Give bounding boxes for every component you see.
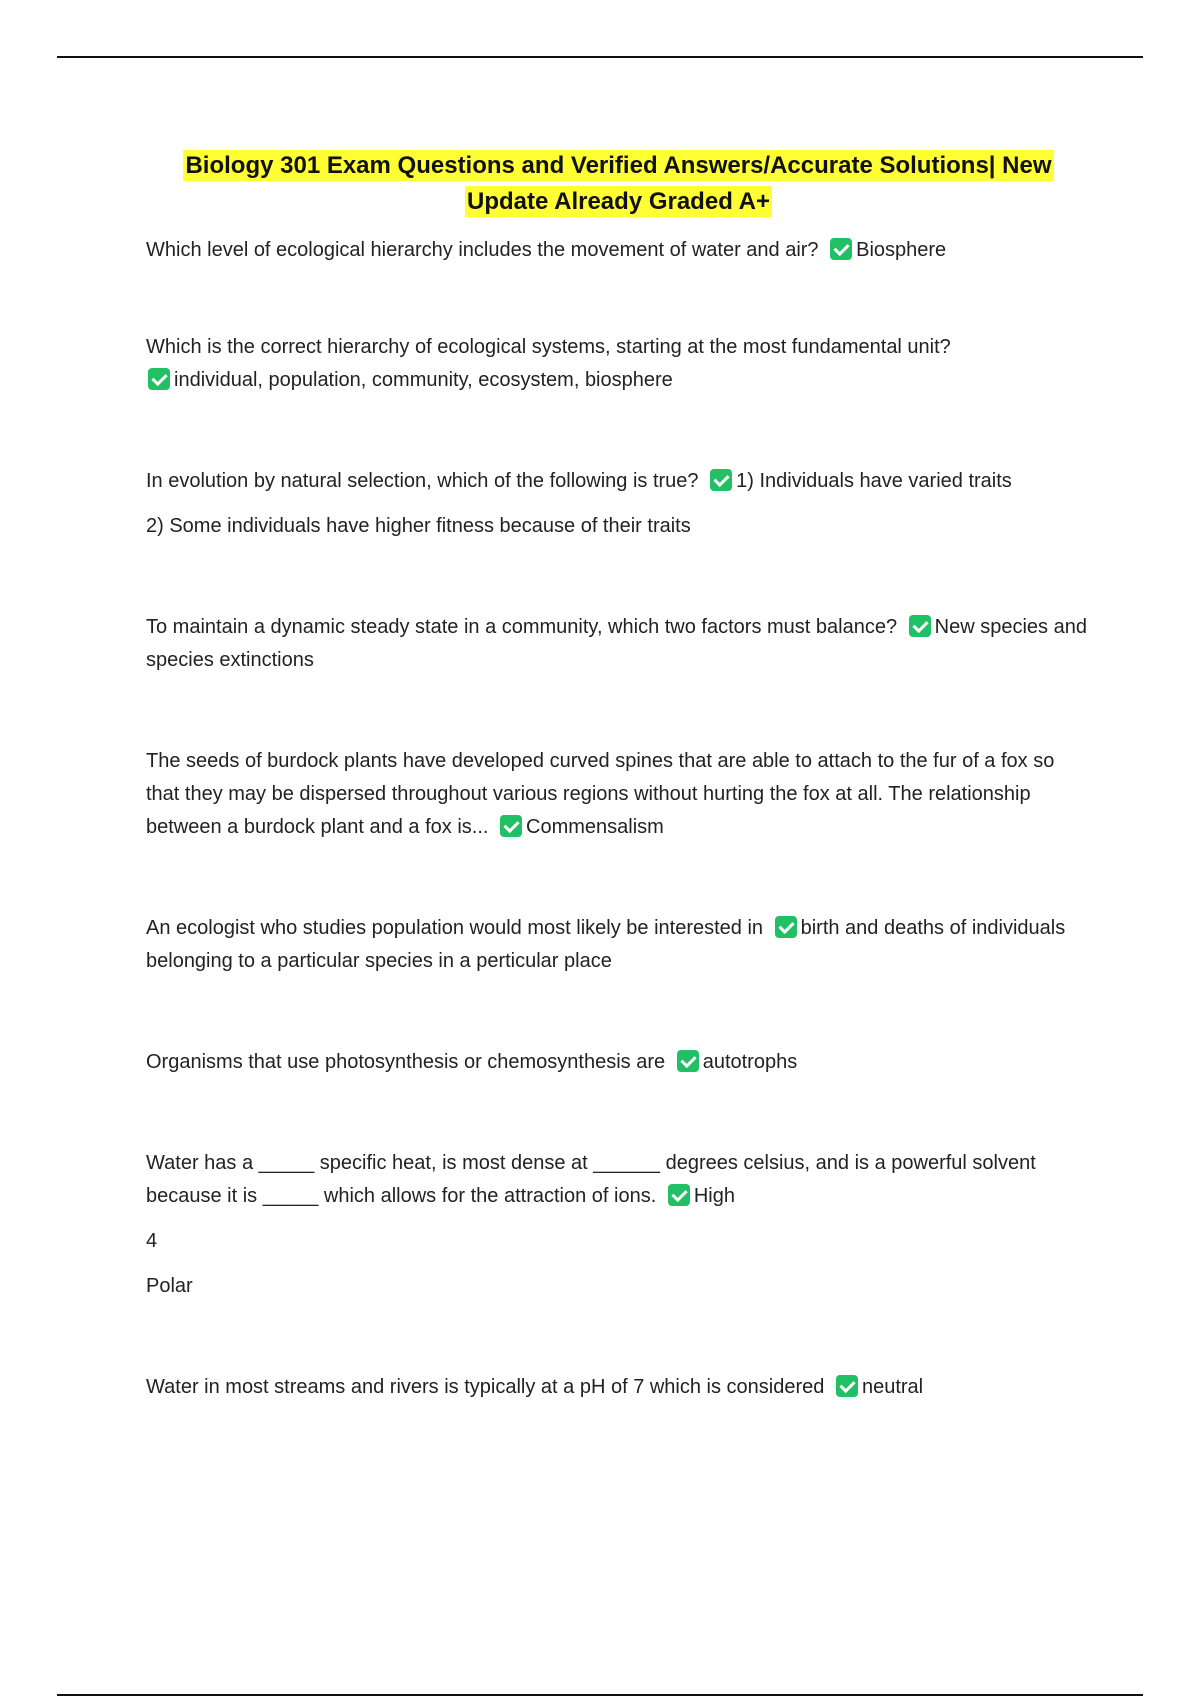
qa-line — [146, 611, 1091, 677]
qa-line — [146, 1147, 1091, 1213]
answer-extra-line: 2) Some individuals have higher fitness because of their traits — [146, 515, 691, 537]
qa-line — [146, 1046, 1091, 1079]
green-checkmark-icon — [836, 1375, 858, 1397]
question-block-5 — [146, 745, 1091, 844]
qa-line — [146, 912, 1091, 978]
question-text: Organisms that use photosynthesis or chemosynthesis are — [146, 1051, 666, 1073]
green-checkmark-icon — [909, 615, 931, 637]
answer-text: individual, population, community, ecosystem, biosphere — [174, 369, 673, 391]
qa-line — [146, 745, 1091, 844]
question-text: In evolution by natural selection, which of the following is true? — [146, 470, 699, 492]
answer-text: neutral — [861, 1376, 924, 1398]
question-text: Water in most streams and rivers is typically at a pH of 7 which is considered — [146, 1376, 825, 1398]
question-block-9 — [146, 1371, 1091, 1404]
qa-line — [146, 1371, 1091, 1404]
answer-text: birth and deaths of individuals belonging to a particular species in a perticular place — [146, 917, 1066, 972]
question-text: Which is the correct hierarchy of ecological systems, starting at the most fundamental unit? — [146, 336, 951, 358]
question-block-3 — [146, 465, 1091, 543]
green-checkmark-icon — [710, 469, 732, 491]
title-line-1: Biology 301 Exam Questions and Verified Answers/Accurate Solutions| New — [185, 152, 1052, 179]
green-checkmark-icon — [830, 238, 852, 260]
qa-line — [146, 465, 1091, 498]
green-checkmark-icon — [500, 815, 522, 837]
question-block-1 — [146, 234, 1091, 267]
qa-line — [146, 234, 1091, 267]
question-text: Which level of ecological hierarchy includes the movement of water and air? — [146, 239, 819, 261]
qa-line — [146, 331, 1091, 397]
answer-extra-line: Polar — [146, 1275, 193, 1297]
green-checkmark-icon — [775, 916, 797, 938]
question-text: The seeds of burdock plants have developed curved spines that are able to attach to the fur of a fox so that they may be dispersed throughout various regions without hurting the fox at all. The relationship between a burdock plant and a fox is... — [146, 750, 1055, 838]
green-checkmark-icon — [148, 368, 170, 390]
bottom-rule — [57, 1694, 1143, 1696]
green-checkmark-icon — [668, 1184, 690, 1206]
question-block-8 — [146, 1147, 1091, 1303]
answer-text: Biosphere — [856, 239, 947, 261]
answer-text: 1) Individuals have varied traits — [736, 470, 1012, 492]
question-text: To maintain a dynamic steady state in a community, which two factors must balance? — [146, 616, 898, 638]
answer-text: New species and species extinctions — [146, 616, 1087, 671]
answer-extra-line: 4 — [146, 1230, 158, 1252]
document-page — [146, 140, 1091, 1404]
answer-text: autotrophs — [702, 1051, 798, 1073]
green-checkmark-icon — [677, 1050, 699, 1072]
document-title — [146, 148, 1091, 220]
question-block-4 — [146, 611, 1091, 677]
top-rule — [57, 56, 1143, 58]
question-text: Water has a _____ specific heat, is most dense at ______ degrees celsius, and is a powerful solvent because it is _____ which allows for the attraction of ions. — [146, 1152, 1036, 1207]
question-block-6 — [146, 912, 1091, 978]
title-line-2: Update Already Graded A+ — [467, 188, 770, 215]
question-block-2 — [146, 331, 1091, 397]
question-text: An ecologist who studies population would most likely be interested in — [146, 917, 764, 939]
question-block-7 — [146, 1046, 1091, 1079]
answer-text: Commensalism — [526, 816, 664, 838]
answer-text: High — [693, 1185, 735, 1207]
